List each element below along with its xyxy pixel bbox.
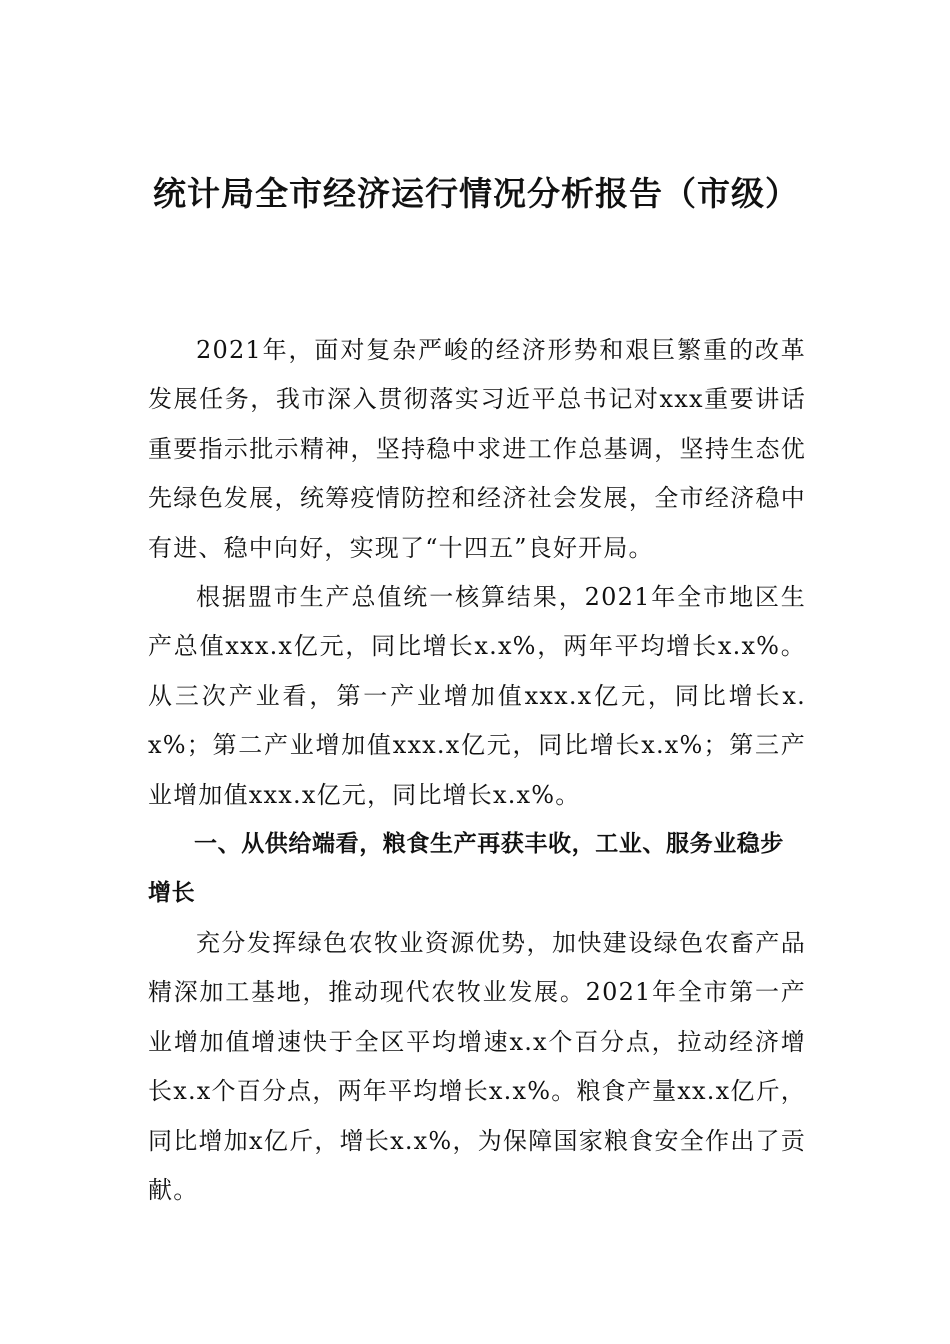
section-heading: 一、从供给端看，粮食生产再获丰收，工业、服务业稳步增长	[148, 831, 784, 907]
document-body	[148, 326, 806, 1215]
intro-paragraph: 2021年，面对复杂严峻的经济形势和艰巨繁重的改革发展任务，我市深入贯彻落实习近平总书记对xxx重要讲话重要指示批示精神，坚持稳中求进工作总基调，坚持生态优先绿色发展，统筹疫情防控和经济社会发展，全市经济稳中有进、稳中向好，实现了“十四五”良好开局。	[148, 336, 806, 562]
gdp-paragraph: 根据盟市生产总值统一核算结果，2021年全市地区生产总值xxx.x亿元，同比增长x.x%，两年平均增长x.x%。从三次产业看，第一产业增加值xxx.x亿元，同比增长x.x%；第二产业增加值xxx.x亿元，同比增长x.x%；第三产业增加值xxx.x亿元，同比增长x.x%。	[148, 583, 806, 809]
agriculture-paragraph: 充分发挥绿色农牧业资源优势，加快建设绿色农畜产品精深加工基地，推动现代农牧业发展。2021年全市第一产业增加值增速快于全区平均增速x.x个百分点，拉动经济增长x.x个百分点，两年平均增长x.x%。粮食产量xx.x亿斤，同比增加x亿斤，增长x.x%，为保障国家粮食安全作出了贡献。	[148, 928, 806, 1204]
document-title: 统计局全市经济运行情况分析报告（市级）	[153, 174, 799, 213]
